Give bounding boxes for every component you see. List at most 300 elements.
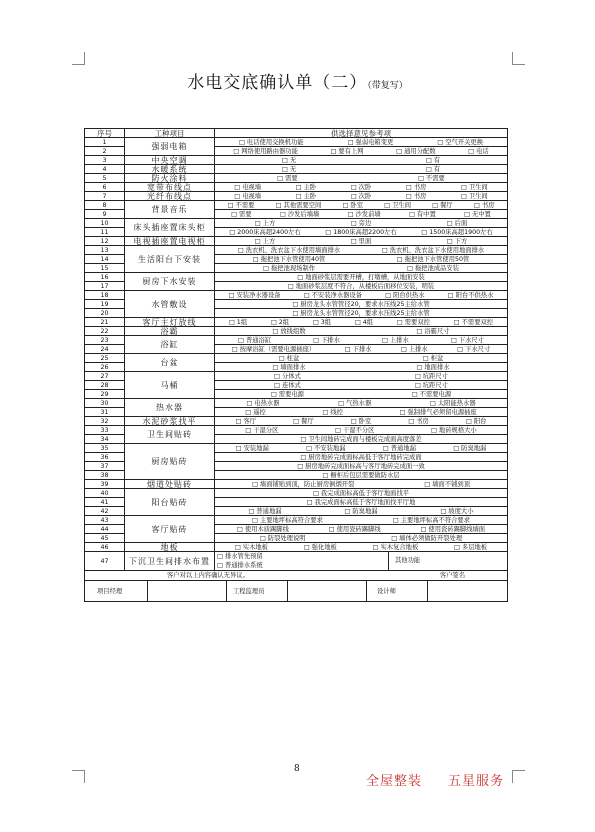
confirmation-table: [84, 128, 508, 602]
table-row: [85, 291, 508, 300]
work-item: 马桶: [125, 372, 215, 399]
options-group: [217, 508, 505, 515]
options-group: [217, 202, 505, 209]
work-item: 浴霸: [125, 327, 215, 336]
checkbox-option[interactable]: □ 上排水: [381, 336, 409, 344]
options-group: [217, 355, 505, 362]
checkbox-option[interactable]: □ 次卧: [350, 183, 372, 191]
checkbox-option[interactable]: □ 拖把池下水管使用40管: [252, 255, 326, 263]
table-row: [85, 183, 508, 192]
work-item: 宽带布线点: [125, 183, 215, 192]
work-item: 卫生间贴砖: [125, 426, 215, 444]
checkbox-option[interactable]: □ 不安装净水器设备: [303, 291, 363, 299]
checkbox-option[interactable]: □ 墙面排水: [272, 363, 306, 371]
options-group: [217, 283, 505, 290]
crop-mark-top-right: [512, 52, 525, 65]
options-group: [217, 211, 505, 218]
options-group: [217, 166, 505, 173]
checkbox-option[interactable]: □ 电话使用交换机功能: [238, 138, 304, 146]
checkbox-option[interactable]: □ 旁边: [350, 219, 372, 227]
table-row: [85, 192, 508, 201]
table-row: [85, 426, 508, 435]
checkbox-option[interactable]: □ 阳台不供热水: [447, 291, 494, 299]
table-row: [85, 156, 508, 165]
checkbox-option[interactable]: □ 遥控: [245, 408, 266, 416]
table-row: [85, 444, 508, 453]
checkbox-option[interactable]: □ 无: [281, 156, 297, 164]
checkbox-option[interactable]: □ 阳台: [465, 417, 487, 425]
checkbox-option[interactable]: □ 电视墙: [234, 183, 262, 191]
options-group: [217, 274, 505, 281]
table-row: [85, 201, 508, 210]
row-number: 20: [85, 309, 125, 318]
page-number: 8: [294, 764, 300, 774]
checkbox-option[interactable]: □ 实木地板: [234, 543, 268, 551]
work-item: 热水器: [125, 399, 215, 417]
checkbox-option[interactable]: □ 干湿不分区: [334, 426, 375, 434]
checkbox-option[interactable]: □ 阳台供热水: [385, 291, 425, 299]
options-group: [217, 544, 505, 551]
crop-mark-bottom-left: [72, 770, 85, 783]
checkbox-option[interactable]: □ 厨房地砖完成面标高与客厅地砖完成面一致: [297, 462, 425, 470]
checkbox-option[interactable]: □ 橱柜后包层需要做防水层: [322, 471, 400, 479]
checkbox-option[interactable]: □ 坑距尺寸: [414, 381, 448, 389]
work-item: 地板: [125, 543, 215, 552]
checkbox-option[interactable]: □ 气热水器: [338, 399, 372, 407]
options-cell: [215, 444, 508, 453]
row-number: 10: [85, 219, 125, 228]
row-number: 8: [85, 201, 125, 210]
table-row: [85, 516, 508, 525]
checkbox-option[interactable]: □ 安装净水器设备: [228, 291, 281, 299]
checkbox-option[interactable]: □ 电话: [468, 147, 489, 155]
table-row: [85, 399, 508, 408]
options-group: [217, 391, 505, 398]
options-group: [217, 346, 505, 353]
work-item: 客厅贴砖: [125, 516, 215, 543]
checkbox-option[interactable]: □ 墙面铺贴到顶，防止厨房倒烟开裂: [251, 480, 355, 488]
checkbox-option[interactable]: □ 餐厅: [432, 201, 453, 209]
checkbox-option[interactable]: □ 下方: [446, 237, 468, 245]
checkbox-option[interactable]: □ 主要地坪标高符合要求: [251, 516, 323, 524]
options-cell: [215, 255, 508, 264]
checkbox-option[interactable]: □ 需要电源: [270, 390, 304, 398]
row-number: 9: [85, 210, 125, 219]
title-suffix: （带复写）: [367, 81, 408, 91]
checkbox-option[interactable]: □ 下水尺寸: [457, 345, 491, 353]
row-number: 12: [85, 237, 125, 246]
table-row: [85, 219, 508, 228]
row-number: 3: [85, 156, 125, 165]
checkbox-option[interactable]: □ 柱盆: [278, 354, 300, 362]
project-manager-signature[interactable]: [147, 581, 227, 601]
checkbox-option[interactable]: □ 墙体必须做防开裂处理: [391, 534, 463, 542]
options-group: [217, 364, 505, 371]
checkbox-option[interactable]: □ 主要地坪标高不符合要求: [392, 516, 471, 524]
checkbox-option[interactable]: □ 1800床高超2200左右: [325, 228, 397, 236]
options-cell: [215, 417, 508, 426]
checkbox-option[interactable]: □ 厨房地砖完成面标高低于客厅地砖完成面: [300, 453, 422, 461]
table-row: [85, 174, 508, 183]
options-group: [217, 220, 505, 227]
options-group: [217, 490, 505, 497]
table-row: [85, 543, 508, 552]
checkbox-option[interactable]: □ 空气开关更换: [437, 138, 484, 146]
checkbox-option[interactable]: □ 按摩浴缸（需要电源插座）: [231, 345, 316, 353]
checkbox-option[interactable]: □ 有: [425, 165, 441, 173]
checkbox-option[interactable]: □ 不需要电源: [411, 390, 452, 398]
checkbox-option[interactable]: □ 普通排水系统: [217, 562, 263, 569]
row-number: 29: [85, 390, 125, 399]
supervisor-signature[interactable]: [287, 581, 367, 601]
work-item: 台盆: [125, 354, 215, 372]
work-item: 光纤布线点: [125, 192, 215, 201]
checkbox-option[interactable]: □ 防臭地漏: [453, 444, 487, 452]
options-cell: [215, 408, 508, 417]
checkbox-option[interactable]: □ 沙发前墙: [347, 210, 381, 218]
checkbox-option[interactable]: □ 洗衣机、洗衣盆下水使用地面排水: [381, 246, 485, 254]
options-cell: [215, 318, 508, 327]
row-number: 17: [85, 282, 125, 291]
checkbox-option[interactable]: □ 使用木质踢脚线: [236, 525, 289, 533]
row-number: 37: [85, 462, 125, 471]
options-group: [217, 238, 505, 245]
options-cell: [215, 246, 508, 255]
checkbox-option[interactable]: □ 其他需要空间: [275, 201, 322, 209]
options-cell: [215, 345, 508, 354]
row-number: 6: [85, 183, 125, 192]
row-number: 41: [85, 498, 125, 507]
options-cell: [215, 336, 508, 345]
checkbox-option[interactable]: □ 卫生间: [384, 201, 412, 209]
checkbox-option[interactable]: □ 强弱电箱变更: [347, 138, 394, 146]
checkbox-option[interactable]: □ 实木复合地板: [372, 543, 419, 551]
checkbox-option[interactable]: □ 坡度大小: [440, 507, 474, 515]
options-group: [217, 526, 505, 533]
checkbox-option[interactable]: □ 多层地板: [453, 543, 488, 551]
checkbox-option[interactable]: □ 主卧: [295, 183, 317, 191]
options-group: [217, 436, 505, 443]
options-cell: [215, 399, 508, 408]
options-cell: [215, 237, 508, 246]
options-cell: [215, 192, 508, 201]
checkbox-option[interactable]: □ 要有上网: [330, 147, 364, 155]
checkbox-option[interactable]: □ 上排水: [400, 345, 428, 353]
options-group: [217, 175, 505, 182]
row-number: 5: [85, 174, 125, 183]
checkbox-option[interactable]: □ 不安装地漏: [306, 444, 346, 452]
checkbox-option[interactable]: □ 连体式: [274, 381, 301, 389]
project-manager-label: 项目经理: [97, 587, 123, 595]
row-number: 11: [85, 228, 125, 237]
options-cell: [215, 354, 508, 363]
table-row: [85, 246, 508, 255]
checkbox-option[interactable]: □ 需要双控: [396, 318, 430, 326]
row-number: 26: [85, 363, 125, 372]
checkbox-option[interactable]: □ 洗衣机、洗衣盆下水使用墙面排水: [237, 246, 341, 254]
options-cell: [215, 462, 508, 471]
options-cell: [215, 489, 508, 498]
checkbox-option[interactable]: □ 网络使用路由器功能: [233, 147, 298, 155]
options-cell: [215, 480, 508, 489]
checkbox-option[interactable]: □ 无: [281, 165, 297, 173]
options-group: [217, 265, 505, 272]
header-no: 序号: [85, 129, 125, 138]
options-cell: [215, 138, 508, 147]
options-cell: [215, 498, 508, 507]
checkbox-option[interactable]: □ 强制排气必须留电源插座: [399, 408, 477, 416]
options-group: [217, 454, 505, 461]
table-header-row: [85, 129, 508, 138]
checkbox-option[interactable]: □ 地面砂浆层度不符合，从楼板后面移位安装，明装: [287, 282, 435, 290]
checkbox-option[interactable]: □ 厨房龙头水管管径20，要求水压线25主给水管: [292, 300, 430, 308]
signature-layout: [87, 581, 505, 601]
checkbox-option[interactable]: □ 排水管先预留: [217, 553, 263, 560]
options-cell: [215, 543, 508, 552]
options-group: [217, 517, 505, 524]
checkbox-option[interactable]: □ 下排水: [344, 345, 372, 353]
checkbox-option[interactable]: □ 里面: [350, 237, 372, 245]
row-number: 16: [85, 273, 125, 282]
options-cell: [215, 165, 508, 174]
options-group: [217, 139, 505, 146]
checkbox-option[interactable]: □ 使用瓷砖踢脚线墙面: [420, 525, 486, 533]
checkbox-option[interactable]: □ 2000床高超2400左右: [229, 228, 301, 236]
checkbox-option[interactable]: □ 有中置: [408, 210, 436, 218]
confirm-statement: 客户对以上内容确认无异议。: [167, 572, 249, 579]
checkbox-option[interactable]: □ 防臭地漏: [344, 507, 378, 515]
checkbox-option[interactable]: □ 通用分配数: [396, 147, 436, 155]
checkbox-option[interactable]: □ 普通浴缸: [238, 336, 272, 344]
row-number: 38: [85, 471, 125, 480]
row-number: 24: [85, 345, 125, 354]
checkbox-option[interactable]: □ 书房: [405, 183, 427, 191]
checkbox-option[interactable]: □ 1500床高超1900左右: [421, 228, 493, 236]
work-item: 厨房贴砖: [125, 444, 215, 480]
checkbox-option[interactable]: □ 后面: [446, 219, 468, 227]
checkbox-option[interactable]: □ 3组: [312, 318, 332, 326]
crop-mark-bottom-right: [512, 770, 525, 783]
checkbox-option[interactable]: □ 4组: [354, 318, 374, 326]
checkbox-option[interactable]: □ 拖把池成品安装: [406, 264, 460, 272]
signature-row: [85, 581, 508, 602]
options-group: [217, 229, 505, 236]
options-group: [217, 256, 505, 263]
row-number: 2: [85, 147, 125, 156]
checkbox-option[interactable]: □ 太阳能热水器: [429, 399, 476, 407]
options-cell: [215, 453, 508, 462]
work-item: 客厅主灯放线: [125, 318, 215, 327]
checkbox-option[interactable]: □ 干湿分区: [245, 426, 279, 434]
checkbox-option[interactable]: □ 不需要: [227, 201, 255, 209]
checkbox-option[interactable]: □ 地面排水: [416, 363, 450, 371]
signature-cell: [85, 581, 508, 602]
title-main: 水电交底确认单（二）: [187, 73, 368, 93]
checkbox-option[interactable]: □ 浴霸尺寸: [416, 327, 450, 335]
checkbox-option[interactable]: □ 不需要双控: [453, 318, 494, 326]
brand-slogan-left: 全屋整装: [366, 774, 423, 789]
checkbox-option[interactable]: □ 线控: [322, 408, 343, 416]
options-cell: [215, 516, 508, 525]
options-cell: [215, 300, 508, 309]
checkbox-option[interactable]: □ 上方: [254, 219, 276, 227]
row-number: 19: [85, 300, 125, 309]
checkbox-option[interactable]: □ 需要: [231, 210, 252, 218]
checkbox-option[interactable]: □ 无中置: [464, 210, 491, 218]
checkbox-option[interactable]: □ 安装地漏: [235, 444, 269, 452]
checkbox-option[interactable]: □ 防裂处理说明: [259, 534, 306, 542]
checkbox-option[interactable]: □ 拖把池现场制作: [262, 264, 316, 272]
options-group: [217, 337, 505, 344]
work-item: 厨房下水安装: [125, 273, 215, 291]
options-cell: [215, 156, 508, 165]
options-cell: [215, 147, 508, 156]
options-group: [217, 427, 505, 434]
options-group: [217, 418, 505, 425]
table-row: [85, 327, 508, 336]
checkbox-option[interactable]: □ 餐厅: [293, 417, 314, 425]
options-cell: [215, 426, 508, 435]
checkbox-option[interactable]: □ 拖把池下水管使用50管: [396, 255, 470, 263]
work-item: 床头插座置床头柜: [125, 219, 215, 237]
row-number: 33: [85, 426, 125, 435]
options-cell: [215, 381, 508, 390]
row-number: 25: [85, 354, 125, 363]
row-47-options: [217, 552, 388, 570]
options-group: [217, 319, 505, 326]
header-options: 供选择意见参考项: [215, 129, 508, 138]
checkbox-option[interactable]: □ 卫生间地砖完成面与楼板完成面高度落差: [300, 435, 422, 443]
row-number: 1: [85, 138, 125, 147]
checkbox-option[interactable]: □ 有: [425, 156, 441, 164]
work-item: 背景音乐: [125, 201, 215, 219]
row-number: 45: [85, 534, 125, 543]
checkbox-option[interactable]: □ 放线组数: [272, 327, 306, 335]
table-row: [85, 336, 508, 345]
checkbox-option[interactable]: □ 卧室: [350, 417, 372, 425]
work-item: 水管敷设: [125, 291, 215, 318]
work-item: 中央空调: [125, 156, 215, 165]
row-number: 43: [85, 516, 125, 525]
checkbox-option[interactable]: □ 我完成面标高低于客厅地面找平: [312, 489, 410, 497]
checkbox-option[interactable]: □ 书房: [405, 192, 427, 200]
options-group: [217, 292, 505, 299]
options-group: [217, 499, 505, 506]
row-number: 32: [85, 417, 125, 426]
row-number: 28: [85, 381, 125, 390]
checkbox-option[interactable]: □ 普通地漏: [382, 444, 416, 452]
checkbox-option[interactable]: □ 次卧: [350, 192, 372, 200]
designer-signature[interactable]: [427, 581, 505, 601]
options-cell: [215, 264, 508, 273]
checkbox-option[interactable]: □ 电热水器: [246, 399, 280, 407]
row-number: 30: [85, 399, 125, 408]
checkbox-option[interactable]: □ 使用瓷砖踢脚线: [328, 525, 381, 533]
checkbox-option[interactable]: □ 1组: [228, 318, 248, 326]
checkbox-option[interactable]: □ 强化地板: [303, 543, 337, 551]
work-item: 电视插座置电视柜: [125, 237, 215, 246]
other-function-label: 其他功能: [388, 552, 505, 570]
row-number: 7: [85, 192, 125, 201]
options-cell: [215, 435, 508, 444]
brand-slogan-right: 五星服务: [448, 774, 505, 789]
checkbox-option[interactable]: □ 下水尺寸: [450, 336, 484, 344]
checkbox-option[interactable]: □ 我完成面标高低于客厅地面找平厅地: [306, 498, 416, 506]
designer-label: 设计师: [377, 587, 396, 595]
checkbox-option[interactable]: □ 沙发后墙墙: [279, 210, 320, 218]
row-number: 18: [85, 291, 125, 300]
options-group: [217, 328, 505, 335]
table-row: [85, 354, 508, 363]
options-cell: [215, 291, 508, 300]
row-number: 15: [85, 264, 125, 273]
checkbox-option[interactable]: □ 卫生间: [460, 192, 488, 200]
options-cell: [215, 363, 508, 372]
row-number: 36: [85, 453, 125, 462]
table-row: [85, 165, 508, 174]
options-cell: [215, 390, 508, 399]
checkbox-option[interactable]: □ 客厅: [235, 417, 257, 425]
checkbox-option[interactable]: □ 分体式: [274, 372, 301, 380]
options-cell: [215, 228, 508, 237]
row-47-layout: [217, 552, 505, 570]
options-cell: [215, 309, 508, 318]
options-cell: [215, 525, 508, 534]
table-row-47: [85, 552, 508, 571]
checkbox-option[interactable]: □ 柜盆: [422, 354, 444, 362]
checkbox-option[interactable]: □ 书房: [408, 417, 429, 425]
row-number: 27: [85, 372, 125, 381]
checkbox-option[interactable]: □ 需要: [277, 174, 298, 182]
checkbox-option[interactable]: □ 墙面不铺到顶: [424, 480, 471, 488]
options-group: [217, 193, 505, 200]
checkbox-option[interactable]: □ 坑距尺寸: [414, 372, 448, 380]
options-cell: [215, 201, 508, 210]
options-group: [217, 463, 505, 470]
table-row: [85, 372, 508, 381]
row-number: 4: [85, 165, 125, 174]
row-number: 14: [85, 255, 125, 264]
options-group: [217, 382, 505, 389]
row-number: 39: [85, 480, 125, 489]
checkbox-option[interactable]: □ 厨房龙头水管管径20，要求水压线25主给水管: [292, 309, 430, 317]
work-item: 水泥砂浆找平: [125, 417, 215, 426]
row-number: 21: [85, 318, 125, 327]
supervisor-label: 工程监理员: [233, 587, 265, 595]
checkbox-option[interactable]: □ 不需要: [417, 174, 445, 182]
table-row: [85, 273, 508, 282]
checkbox-option[interactable]: □ 卧室: [342, 201, 364, 209]
checkbox-option[interactable]: □ 书房: [473, 201, 495, 209]
work-item: 浴缸: [125, 336, 215, 354]
checkbox-option[interactable]: □ 下排水: [313, 336, 340, 344]
customer-signature-label: 客户签名: [439, 572, 465, 579]
checkbox-option[interactable]: □ 主卧: [295, 192, 317, 200]
row-number: 22: [85, 327, 125, 336]
checkbox-option[interactable]: □ 2组: [270, 318, 290, 326]
options-group: [217, 481, 505, 488]
row-number: 40: [85, 489, 125, 498]
checkbox-option[interactable]: □ 地砖规格大小: [430, 426, 477, 434]
checkbox-option[interactable]: □ 上方: [254, 237, 276, 245]
checkbox-option[interactable]: □ 电视墙: [234, 192, 262, 200]
options-cell: [215, 282, 508, 291]
checkbox-option[interactable]: □ 地面砂浆层需要开槽，打墩槽，从地面安装: [297, 273, 425, 281]
table-row: [85, 138, 508, 147]
checkbox-option[interactable]: □ 卫生间: [460, 183, 488, 191]
options-cell: [215, 471, 508, 480]
checkbox-option[interactable]: □ 普通地漏: [248, 507, 282, 515]
